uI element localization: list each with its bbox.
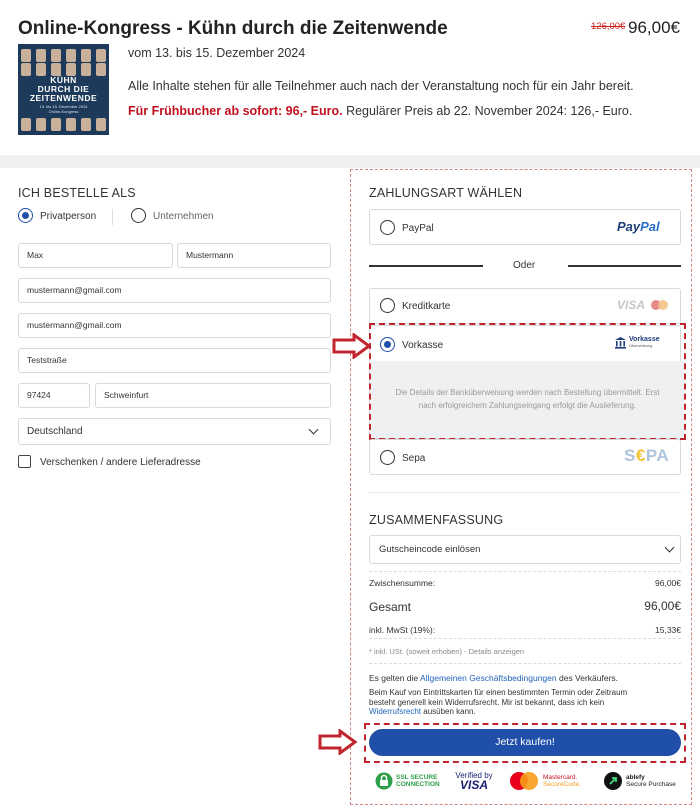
vorkasse-label: Vorkasse <box>402 340 444 351</box>
coupon-label: Gutscheincode einlösen <box>379 544 481 555</box>
sepa-radio[interactable] <box>380 450 395 465</box>
ablefy-logo-icon <box>604 772 622 790</box>
tax-details-link[interactable]: - Details anzeigen <box>461 647 525 656</box>
mastercard-circle-icon-b <box>520 772 538 790</box>
vorkasse-description: Die Details der Banküberweisung werden nach Bestellung übermittelt. Erst nach erfolgreichem Zahlungseingang erfolgt die Auslieferung. <box>395 388 660 410</box>
order-section-title: ICH BESTELLE ALS <box>18 186 136 200</box>
radio-divider <box>112 209 113 225</box>
paypal-radio[interactable] <box>380 220 395 235</box>
terms-text: Es gelten die Allgemeinen Geschäftsbedingungen des Verkäufers. <box>369 673 619 683</box>
terms-link[interactable]: Allgemeinen Geschäftsbedingungen <box>420 673 557 683</box>
summary-dash-3 <box>369 663 681 664</box>
summary-section-title: ZUSAMMENFASSUNG <box>369 513 504 527</box>
tax-note: * inkl. USt. (soweit erhoben) - Details anzeigen <box>369 647 525 656</box>
product-header <box>0 0 700 155</box>
visa-logo-icon: VISA <box>617 298 646 312</box>
creditcard-label: Kreditkarte <box>402 301 451 312</box>
product-title: Online-Kongress - Kühn durch die Zeitenwende <box>18 18 448 39</box>
email-confirm-field[interactable]: mustermann@gmail.com <box>18 313 331 338</box>
annotation-arrow-icon <box>332 333 372 359</box>
country-select[interactable] <box>18 418 331 445</box>
mastercard-logo-icon-b <box>658 300 668 310</box>
unternehmen-label: Unternehmen <box>153 211 214 222</box>
first-name-field[interactable]: Max <box>18 243 173 268</box>
divider-right <box>568 265 681 267</box>
current-price: 96,00€ <box>628 18 680 37</box>
annotation-arrow-icon <box>318 729 358 755</box>
coupon-toggle[interactable] <box>369 535 681 564</box>
event-info: Alle Inhalte stehen für alle Teilnehmer auch nach der Veranstaltung noch für ein Jahr bereit. <box>128 79 634 93</box>
total-label: Gesamt <box>369 600 412 614</box>
gift-checkbox[interactable] <box>18 455 31 468</box>
withdrawal-text: Beim Kauf von Eintrittskarten für einen bestimmten Termin oder Zeitraum besteht generell kein Widerrufsrecht. Mir ist bekannt, dass ich kein Widerrufsrecht ausüben kann. <box>369 688 628 716</box>
vat-value: 15,33€ <box>655 625 681 635</box>
unternehmen-radio[interactable] <box>131 208 146 223</box>
early-bird-highlight: Für Frühbucher ab sofort: 96,- Euro. <box>128 104 343 118</box>
lock-icon <box>375 772 393 790</box>
cover-subtitle: 13. bis 15. Dezember 2024 Online-Kongress <box>39 104 88 114</box>
privatperson-radio[interactable] <box>18 208 33 223</box>
product-cover-image <box>18 44 109 135</box>
vorkasse-highlight-frame <box>369 323 686 440</box>
payment-section-title: ZAHLUNGSART WÄHLEN <box>369 186 523 200</box>
bank-transfer-logo-icon: Vorkasse Überweisung <box>629 337 660 349</box>
early-bird-note: Für Frühbucher ab sofort: 96,- Euro. Regulärer Preis ab 22. November 2024: 126,- Euro. <box>128 104 633 118</box>
summary-dash-2 <box>369 638 681 639</box>
summary-divider <box>369 492 681 493</box>
sepa-logo-icon: S€PA <box>624 446 670 465</box>
street-field[interactable]: Teststraße <box>18 348 331 373</box>
verified-by-visa-badge: Verified by VISA <box>455 771 493 792</box>
privatperson-label: Privatperson <box>40 211 97 222</box>
old-price: 126,00€ <box>591 21 626 32</box>
withdrawal-link[interactable]: Widerrufsrecht <box>369 707 422 716</box>
city-field[interactable]: Schweinfurt <box>95 383 331 408</box>
subtotal-label: Zwischensumme: <box>369 578 436 588</box>
last-name-field[interactable]: Mustermann <box>177 243 331 268</box>
buy-now-button[interactable]: Jetzt kaufen! <box>369 729 681 756</box>
subtotal-value: 96,00€ <box>655 578 681 588</box>
country-value: Deutschland <box>27 426 83 437</box>
creditcard-radio[interactable] <box>380 298 395 313</box>
email-field[interactable]: mustermann@gmail.com <box>18 278 331 303</box>
total-value: 96,00€ <box>644 599 681 613</box>
paypal-logo-icon: PayPal <box>617 219 660 234</box>
summary-dash-1 <box>369 571 681 572</box>
vat-label: inkl. MwSt (19%): <box>369 625 436 635</box>
gift-label: Verschenken / andere Lieferadresse <box>40 457 201 468</box>
chevron-down-icon <box>665 543 675 553</box>
zip-field[interactable]: 97424 <box>18 383 90 408</box>
cover-title: KÜHN DURCH DIE ZEITENWENDE <box>29 75 98 103</box>
chevron-down-icon <box>309 425 319 435</box>
or-separator: Oder <box>513 260 536 271</box>
paypal-label: PayPal <box>402 223 434 234</box>
event-date: vom 13. bis 15. Dezember 2024 <box>128 46 306 60</box>
divider-left <box>369 265 483 267</box>
sepa-label: Sepa <box>402 453 426 464</box>
